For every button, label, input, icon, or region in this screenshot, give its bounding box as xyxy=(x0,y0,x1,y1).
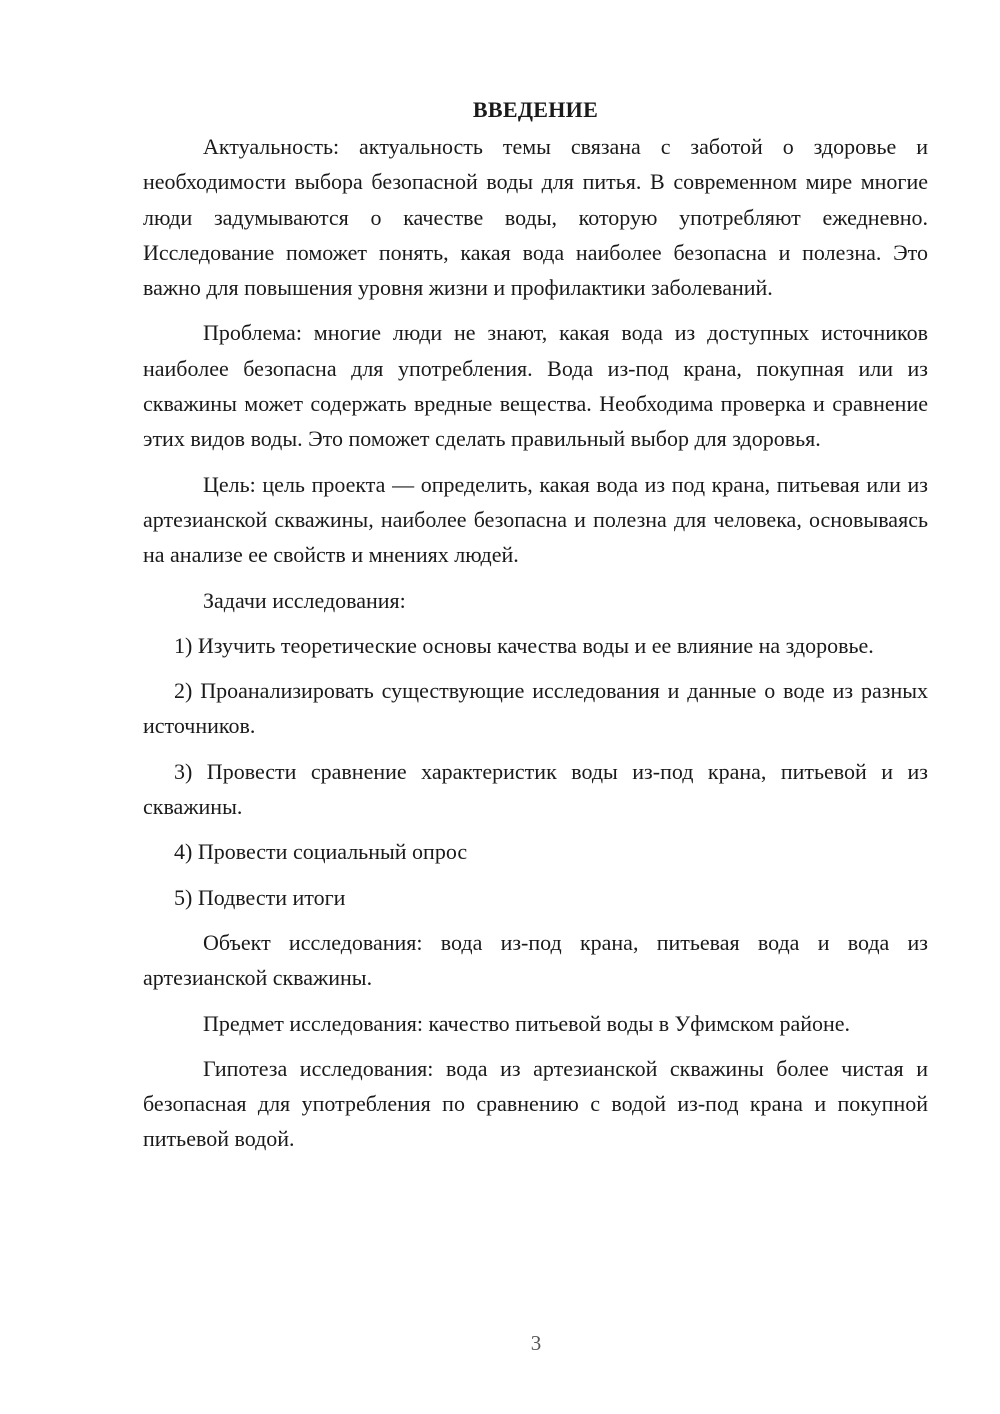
subject-paragraph: Предмет исследования: качество питьевой воды в Уфимском районе. xyxy=(203,1010,851,1036)
problem-paragraph: Проблема: многие люди не знают, какая вода из доступных источников наиболее безопасна для употребления. Вода из-под крана, покупная или из скважины может содержать вредные вещества. Необходима проверка и сравнение этих видов воды. Это поможет сделать правильный выбор для здоровья. xyxy=(143,320,928,452)
goal-paragraph: Цель: цель проекта — определить, какая вода из под крана, питьевая или из артезианской скважины, наиболее безопасна и полезна для человека, основываясь на анализе ее свойств и мнениях людей. xyxy=(143,471,928,568)
page-number: 3 xyxy=(530,1331,542,1355)
task-item: 2) Проанализировать существующие исследования и данные о воде из разных источников. xyxy=(143,678,928,739)
relevance-paragraph: Актуальность: актуальность темы связана с заботой о здоровье и необходимости выбора безопасной воды для питья. В современном мире многие люди задумываются о качестве воды, которую употребляют ежедневно. Исследование поможет понять, какая вода наиболее безопасна и полезна. Это важно для повышения уровня жизни и профилактики заболеваний. xyxy=(143,134,928,301)
task-item: 1) Изучить теоретические основы качества воды и ее влияние на здоровье. xyxy=(174,632,874,658)
tasks-list xyxy=(143,628,928,915)
tasks-heading: Задачи исследования: xyxy=(203,587,406,613)
document-title: ВВЕДЕНИЕ xyxy=(472,97,599,122)
hypothesis-paragraph: Гипотеза исследования: вода из артезианской скважины более чистая и безопасная для употребления по сравнению с водой из-под крана и покупной питьевой водой. xyxy=(143,1055,928,1152)
task-item: 4) Провести социальный опрос xyxy=(174,839,468,865)
task-item: 5) Подвести итоги xyxy=(174,884,346,910)
task-item: 3) Провести сравнение характеристик воды из-под крана, питьевой и из скважины. xyxy=(143,758,928,820)
object-paragraph: Объект исследования: вода из-под крана, питьевая вода и вода из артезианской скважины. xyxy=(143,929,928,991)
document-page xyxy=(143,92,928,1167)
